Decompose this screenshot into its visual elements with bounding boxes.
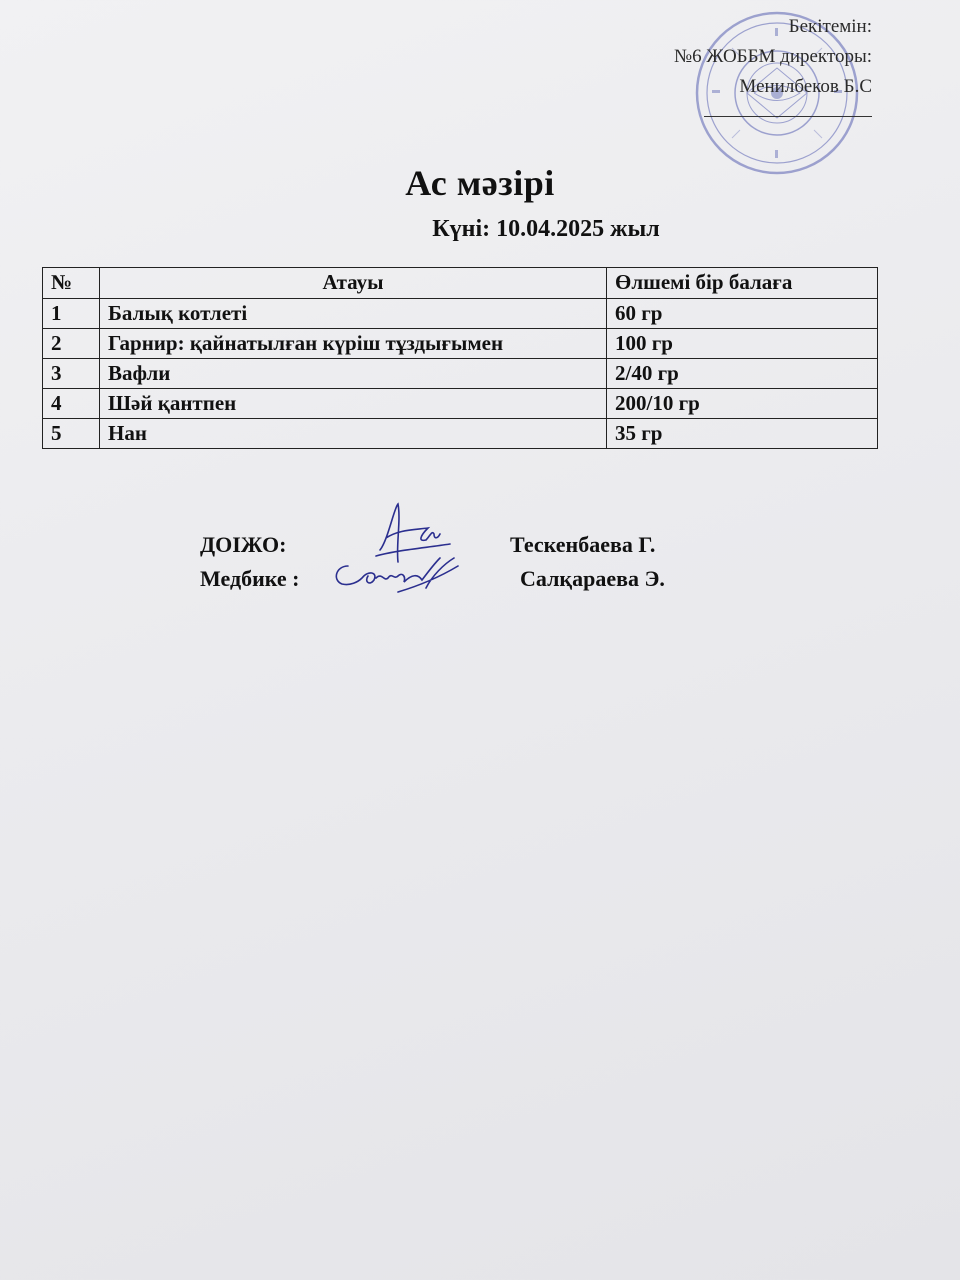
table-row [43,299,878,329]
row-dish: Шәй қантпен [100,389,607,419]
row-dish: Балық котлеті [100,299,607,329]
row-number: 2 [43,329,100,359]
row-portion: 200/10 гр [607,389,878,419]
nurse-label: Медбике : [200,566,300,591]
signature-row-doizho [200,532,760,566]
table-row [43,419,878,449]
table-row [43,359,878,389]
row-portion: 60 гр [607,299,878,329]
menu-date: Күні: 10.04.2025 жыл [432,216,660,242]
doizho-label: ДОІЖО: [200,532,287,557]
row-dish: Вафли [100,359,607,389]
table-header-row [43,268,878,299]
table-row [43,329,878,359]
approval-director-name: Менилбеков Б.С [739,76,872,97]
table-row [43,389,878,419]
header-number: № [43,268,100,299]
page-title: Ас мәзірі [405,163,555,203]
header-portion: Өлшемі бір балаға [607,268,878,299]
approval-signature-line [704,102,872,117]
row-portion: 2/40 гр [607,359,878,389]
header-name: Атауы [100,268,607,299]
nurse-signature-icon [328,552,463,602]
row-number: 4 [43,389,100,419]
doizho-name: Тескенбаева Г. [510,532,656,557]
row-number: 1 [43,299,100,329]
approval-heading: Бекітемін: [788,16,872,37]
row-dish: Нан [100,419,607,449]
signature-row-nurse [200,566,760,600]
row-dish: Гарнир: қайнатылған күріш тұздығымен [100,329,607,359]
approval-position: №6 ЖОББМ директоры: [674,46,872,67]
row-number: 3 [43,359,100,389]
row-number: 5 [43,419,100,449]
nurse-name: Салқараева Э. [520,566,665,591]
signature-block [200,532,760,600]
row-portion: 100 гр [607,329,878,359]
approval-block [674,12,872,117]
menu-table [42,267,878,449]
row-portion: 35 гр [607,419,878,449]
